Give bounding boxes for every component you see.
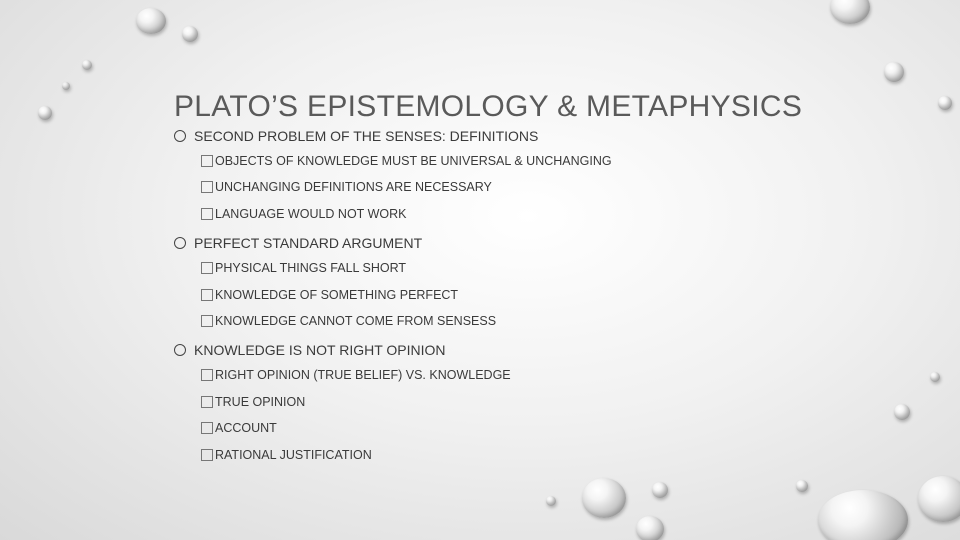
hollow-square-bullet-icon bbox=[201, 369, 213, 381]
bullet-text: OBJECTS OF KNOWLEDGE MUST BE UNIVERSAL & UNCHANGING bbox=[215, 154, 612, 168]
water-droplet-icon bbox=[182, 26, 198, 42]
hollow-square-bullet-icon bbox=[201, 289, 213, 301]
water-droplet-icon bbox=[38, 106, 52, 120]
section-right-opinion bbox=[174, 338, 874, 468]
water-droplet-icon bbox=[894, 404, 910, 420]
bullet-level-2 bbox=[174, 148, 874, 174]
bullet-level-2 bbox=[174, 174, 874, 200]
water-droplet-icon bbox=[796, 480, 808, 492]
water-droplet-icon bbox=[62, 82, 70, 90]
hollow-square-bullet-icon bbox=[201, 315, 213, 327]
bullet-text: ACCOUNT bbox=[215, 421, 277, 436]
hollow-square-bullet-icon bbox=[201, 262, 213, 274]
hollow-circle-bullet-icon bbox=[174, 130, 186, 142]
bullet-text: RIGHT OPINION (TRUE BELIEF) VS. KNOWLEDGE bbox=[215, 368, 511, 383]
water-droplet-icon bbox=[582, 478, 626, 518]
water-droplet-icon bbox=[82, 60, 92, 70]
section-perfect-standard bbox=[174, 231, 874, 334]
bullet-text: KNOWLEDGE OF SOMETHING PERFECT bbox=[215, 287, 459, 302]
slide-title: PLATO’S EPISTEMOLOGY & METAPHYSICS bbox=[174, 90, 803, 123]
bullet-list bbox=[174, 124, 874, 472]
bullet-text: RATIONAL JUSTIFICATION bbox=[215, 447, 372, 462]
bullet-text: UNCHANGING DEFINITIONS ARE NECESSARY bbox=[215, 180, 492, 195]
bullet-level-2 bbox=[174, 415, 874, 441]
bullet-level-2 bbox=[174, 362, 874, 388]
hollow-square-bullet-icon bbox=[201, 155, 213, 167]
water-droplet-icon bbox=[884, 62, 904, 82]
bullet-level-2 bbox=[174, 308, 874, 334]
bullet-text: SECOND PROBLEM OF THE SENSES: DEFINITIONS bbox=[194, 128, 539, 144]
bullet-text: PERFECT STANDARD ARGUMENT bbox=[194, 235, 423, 252]
bullet-text: KNOWLEDGE CANNOT COME FROM SENSESS bbox=[215, 313, 497, 328]
bullet-level-2 bbox=[174, 282, 874, 308]
bullet-level-2 bbox=[174, 255, 874, 281]
bullet-level-2 bbox=[174, 201, 874, 227]
hollow-square-bullet-icon bbox=[201, 396, 213, 408]
water-droplet-icon bbox=[918, 476, 960, 522]
bullet-level-2 bbox=[174, 389, 874, 415]
water-droplet-icon bbox=[546, 496, 556, 506]
hollow-square-bullet-icon bbox=[201, 181, 213, 193]
bullet-level-2 bbox=[174, 442, 874, 468]
water-droplet-icon bbox=[636, 516, 664, 540]
section-definitions bbox=[174, 124, 874, 227]
water-droplet-icon bbox=[930, 372, 940, 382]
water-droplet-icon bbox=[818, 490, 908, 540]
water-droplet-icon bbox=[938, 96, 952, 110]
bullet-text: TRUE OPINION bbox=[215, 394, 306, 409]
water-droplet-icon bbox=[136, 8, 166, 34]
water-droplet-icon bbox=[830, 0, 870, 24]
hollow-circle-bullet-icon bbox=[174, 237, 186, 249]
bullet-text: LANGUAGE WOULD NOT WORK bbox=[215, 206, 407, 221]
hollow-square-bullet-icon bbox=[201, 422, 213, 434]
hollow-circle-bullet-icon bbox=[174, 344, 186, 356]
bullet-level-1 bbox=[174, 231, 874, 255]
bullet-text: PHYSICAL THINGS FALL SHORT bbox=[215, 261, 407, 276]
water-droplet-icon bbox=[652, 482, 668, 498]
hollow-square-bullet-icon bbox=[201, 449, 213, 461]
bullet-level-1 bbox=[174, 124, 874, 148]
hollow-square-bullet-icon bbox=[201, 208, 213, 220]
bullet-text: KNOWLEDGE IS NOT RIGHT OPINION bbox=[194, 342, 446, 359]
bullet-level-1 bbox=[174, 338, 874, 362]
